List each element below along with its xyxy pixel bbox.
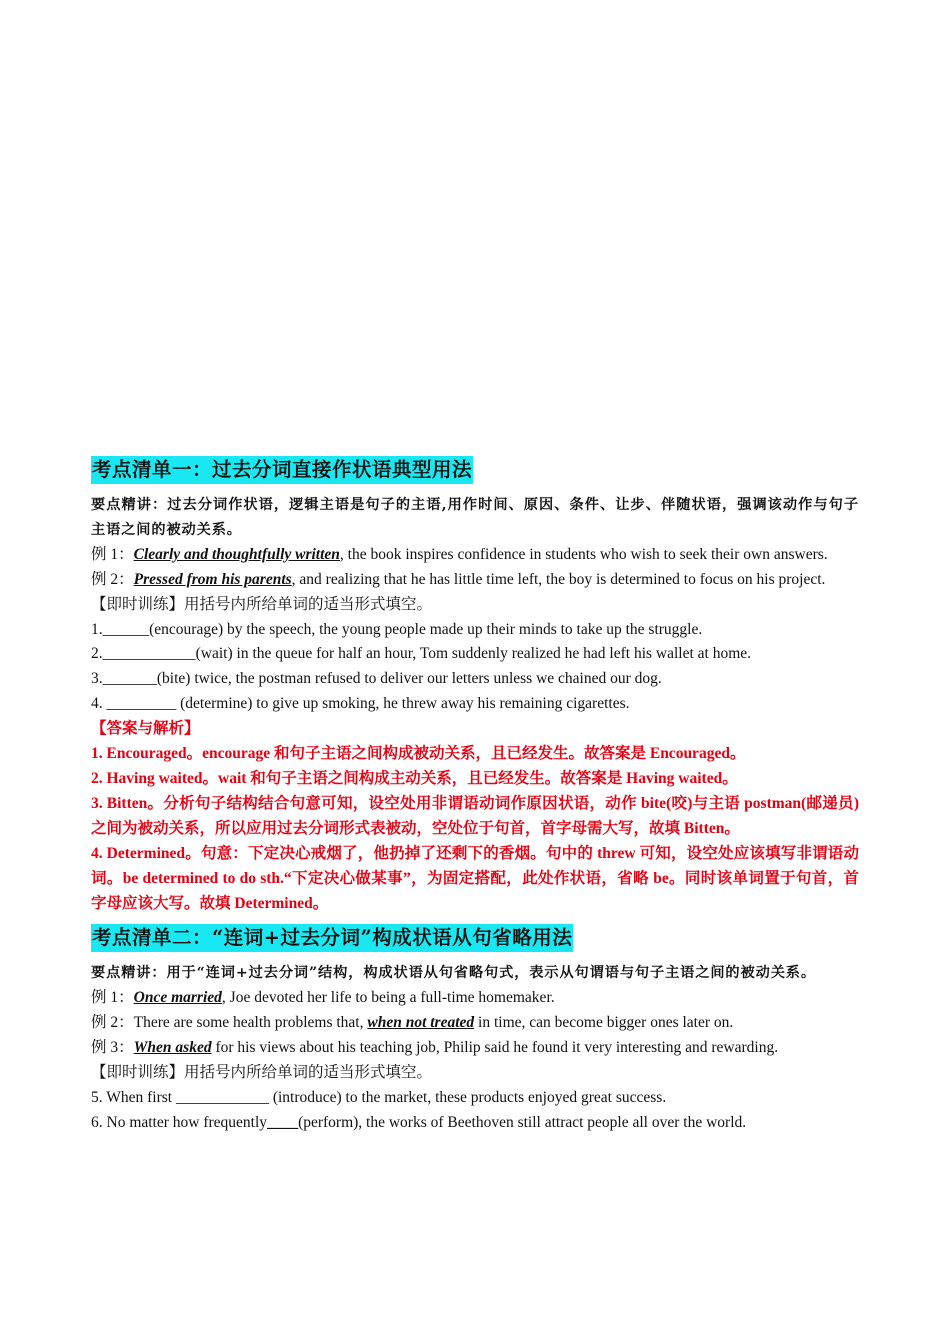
answer-4: 4. Determined。句意：下定决心戒烟了，他扔掉了还剩下的香烟。句中的 threw 可知，设空处应该填写非谓语动词。be determined to do sth.“下定决心做某事”，为固定搭配，此处作状语，省略 be。同时该单词置于句首，首字母应该大写。故填 Determined。 — [91, 844, 859, 912]
example-1 — [91, 986, 859, 1011]
example-2 — [91, 1011, 859, 1036]
key-label: 要点精讲： — [91, 965, 167, 982]
question-6 — [91, 1111, 859, 1136]
example-text-before: There are some health problems that, — [133, 1014, 368, 1032]
example-2 — [91, 568, 859, 593]
question-3: 3._______(bite) twice, the postman refused to deliver our letters unless we chained our dog. — [91, 670, 662, 688]
answer-blank: ____ — [267, 1113, 299, 1131]
question-text: 6. No matter how frequently — [91, 1113, 268, 1131]
example-text: in time, can become bigger ones later on. — [474, 1014, 734, 1032]
practice-title: 【即时训练】用括号内所给单词的适当形式填空。 — [91, 595, 433, 613]
example-text: for his views about his teaching job, Philip said he found it very interesting and rewarding. — [211, 1039, 779, 1057]
example-phrase: When asked — [133, 1039, 212, 1057]
answer-2: 2. Having waited。wait 和句子主语之间构成主动关系，且已经发生。故答案是 Having waited。 — [91, 769, 738, 787]
section-1-key-points — [91, 493, 859, 543]
example-phrase: Once married — [133, 989, 222, 1007]
example-label: 例 2： — [91, 570, 134, 588]
example-3 — [91, 1036, 859, 1061]
question-text: (perform), the works of Beethoven still attract people all over the world. — [298, 1113, 747, 1131]
section-1-heading: 考点清单一：过去分词直接作状语典型用法 — [91, 456, 473, 484]
example-text: , the book inspires confidence in students who wish to seek their own answers. — [339, 545, 828, 563]
example-phrase: Pressed from his parents — [133, 570, 292, 588]
question-5: 5. When first ____________ (introduce) to the market, these products enjoyed great success. — [91, 1088, 667, 1106]
document-content — [91, 456, 859, 1136]
example-1 — [91, 543, 859, 568]
example-label: 例 2： — [91, 1014, 134, 1032]
section-2-key-points — [91, 961, 859, 986]
question-1: 1.______(encourage) by the speech, the young people made up their minds to take up the struggle. — [91, 620, 703, 638]
answer-1: 1. Encouraged。encourage 和句子主语之间构成被动关系，且已经发生。故答案是 Encouraged。 — [91, 745, 746, 763]
question-2: 2.____________(wait) in the queue for half an hour, Tom suddenly realized he had left his wallet at home. — [91, 645, 752, 663]
key-text: 过去分词作状语，逻辑主语是句子的主语,用作时间、原因、条件、让步、伴随状语，强调该动作与句子主语之间的被动关系。 — [91, 497, 859, 538]
example-label: 例 3： — [91, 1039, 134, 1057]
example-phrase: when not treated — [367, 1014, 475, 1032]
example-text: , Joe devoted her life to being a full-time homemaker. — [221, 989, 555, 1007]
example-phrase: Clearly and thoughtfully written — [133, 545, 340, 563]
example-label: 例 1： — [91, 545, 134, 563]
section-2-heading: 考点清单二：“连词+过去分词”构成状语从句省略用法 — [91, 924, 573, 952]
practice-title: 【即时训练】用括号内所给单词的适当形式填空。 — [91, 1064, 433, 1082]
example-label: 例 1： — [91, 989, 134, 1007]
answer-3: 3. Bitten。分析句子结构结合句意可知，设空处用非谓语动词作原因状语，动作 bite(咬)与主语 postman(邮递员)之间为被动关系，所以应用过去分词形式表被动，空处位于句首，首字母需大写，故填 Bitten。 — [91, 794, 859, 837]
example-text: , and realizing that he has little time left, the boy is determined to focus on his project. — [291, 570, 826, 588]
question-4: 4. _________ (determine) to give up smoking, he threw away his remaining cigarettes. — [91, 695, 630, 713]
answer-title: 【答案与解析】 — [91, 720, 200, 738]
key-label: 要点精讲： — [91, 497, 168, 513]
key-text: 用于“连词+过去分词”结构，构成状语从句省略句式，表示从句谓语与句子主语之间的被动关系。 — [166, 965, 816, 982]
